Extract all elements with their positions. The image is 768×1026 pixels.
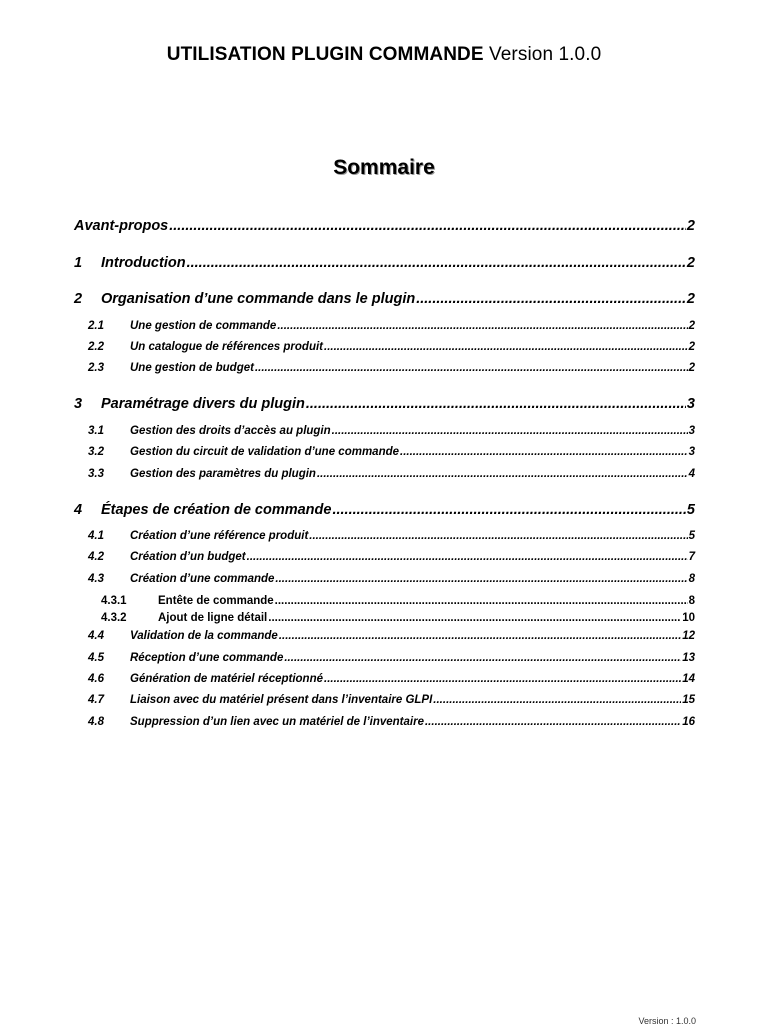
toc-entry-page: 14 [682,673,695,685]
toc-entry-page: 12 [682,630,695,642]
footer-version: Version : 1.0.0 [638,1016,696,1026]
toc-entry-label: Une gestion de budget [130,362,254,374]
toc-entry-label: Réception d’une commande [130,652,284,664]
toc-entry-label: Avant-propos [74,218,169,234]
toc-entry-label: Gestion du circuit de validation d’une commande [130,446,400,458]
toc-entry-1[interactable] [74,255,695,271]
toc-leader [416,291,686,307]
toc-entry-4-4[interactable] [88,630,695,642]
toc-entry-number: 4.2 [88,551,104,563]
toc-entry-page: 4 [688,468,695,480]
toc-entry-label: Organisation d’une commande dans le plugin [101,291,416,307]
toc-entry-page: 5 [686,502,695,518]
toc-entry-number: 2.3 [88,362,104,374]
toc-leader [324,341,688,353]
toc-entry-page: 10 [682,612,695,624]
toc-entry-label: Création d’une commande [130,573,275,585]
toc-entry-number: 3 [74,396,83,412]
toc-entry-4[interactable] [74,502,695,518]
toc-entry-3-2[interactable] [88,446,695,458]
toc-leader [169,218,686,234]
toc-leader [268,612,681,624]
toc-entry-page: 2 [686,291,695,307]
toc-entry-label: Étapes de création de commande [101,502,332,518]
toc-leader [324,673,681,685]
toc-entry-label: Liaison avec du matériel présent dans l’inventaire GLPI [130,694,433,706]
toc-entry-label: Suppression d’un lien avec un matériel de l’inventaire [130,716,424,728]
toc-entry-page: 13 [682,652,695,664]
toc-entry-number: 3.2 [88,446,104,458]
toc-leader [277,320,687,332]
toc-entry-3[interactable] [74,396,695,412]
toc-entry-number: 4.6 [88,673,104,685]
toc-leader [284,652,681,664]
toc-entry-4-3[interactable] [88,573,695,585]
toc-leader [433,694,681,706]
toc-leader [275,573,687,585]
toc-entry-4-3-1[interactable] [101,595,695,607]
document-title [0,44,768,66]
toc-entry-avant-propos[interactable] [74,218,695,234]
toc-entry-2[interactable] [74,291,695,307]
toc-entry-number: 3.1 [88,425,104,437]
toc-entry-page: 3 [688,446,695,458]
toc-entry-4-1[interactable] [88,530,695,542]
toc-entry-number: 4 [74,502,83,518]
toc-leader [425,716,681,728]
toc-entry-number: 1 [74,255,83,271]
toc-entry-label: Une gestion de commande [130,320,277,332]
toc-entry-page: 8 [688,573,695,585]
toc-leader [332,502,685,518]
toc-entry-number: 4.7 [88,694,104,706]
toc-entry-page: 2 [686,218,695,234]
toc-entry-page: 2 [688,362,695,374]
toc-entry-4-3-2[interactable] [101,612,695,624]
toc-entry-2-1[interactable] [88,320,695,332]
toc-entry-4-8[interactable] [88,716,695,728]
document-version: Version 1.0.0 [489,44,602,65]
toc-entry-label: Gestion des paramètres du plugin [130,468,316,480]
toc-leader [255,362,688,374]
toc-leader [187,255,686,271]
toc-entry-page: 2 [688,320,695,332]
toc-entry-page: 7 [688,551,695,563]
toc-entry-4-5[interactable] [88,652,695,664]
toc-entry-number: 4.3.2 [101,612,127,624]
toc-entry-label: Création d’un budget [130,551,246,563]
toc-entry-number: 2 [74,291,83,307]
toc-entry-4-6[interactable] [88,673,695,685]
toc-entry-page: 5 [688,530,695,542]
toc-entry-page: 3 [686,396,695,412]
toc-entry-number: 4.4 [88,630,104,642]
toc-entry-3-3[interactable] [88,468,695,480]
toc-leader [400,446,688,458]
toc-entry-number: 4.3.1 [101,595,127,607]
toc-entry-label: Introduction [101,255,186,271]
toc-leader [247,551,688,563]
toc-entry-label: Création d’une référence produit [130,530,309,542]
toc-entry-page: 16 [682,716,695,728]
toc-entry-page: 3 [688,425,695,437]
toc-entry-3-1[interactable] [88,425,695,437]
toc-leader [317,468,688,480]
toc-entry-4-7[interactable] [88,694,695,706]
toc-leader [275,595,688,607]
toc-leader [309,530,687,542]
toc-entry-label: Entête de commande [158,595,274,607]
toc-entry-label: Gestion des droits d’accès au plugin [130,425,331,437]
toc-entry-label: Ajout de ligne détail [158,612,268,624]
toc-entry-label: Paramétrage divers du plugin [101,396,305,412]
toc-entry-page: 15 [682,694,695,706]
toc-entry-number: 3.3 [88,468,104,480]
toc-entry-number: 4.1 [88,530,104,542]
toc-entry-number: 4.5 [88,652,104,664]
toc-entry-page: 2 [686,255,695,271]
toc-leader [306,396,686,412]
toc-entry-label: Un catalogue de références produit [130,341,323,353]
toc-entry-page: 2 [688,341,695,353]
toc-entry-number: 4.8 [88,716,104,728]
toc-heading: Sommaire [333,156,435,179]
toc-leader [332,425,688,437]
toc-entry-number: 2.2 [88,341,104,353]
toc-entry-number: 4.3 [88,573,104,585]
toc-entry-2-3[interactable] [88,362,695,374]
toc-entry-page: 8 [688,595,695,607]
toc-entry-2-2[interactable] [88,341,695,353]
toc-entry-label: Validation de la commande [130,630,278,642]
document-title-text: UTILISATION PLUGIN COMMANDE [166,44,484,65]
toc-leader [279,630,681,642]
toc-entry-4-2[interactable] [88,551,695,563]
toc-entry-label: Génération de matériel réceptionné [130,673,324,685]
toc-entry-number: 2.1 [88,320,104,332]
